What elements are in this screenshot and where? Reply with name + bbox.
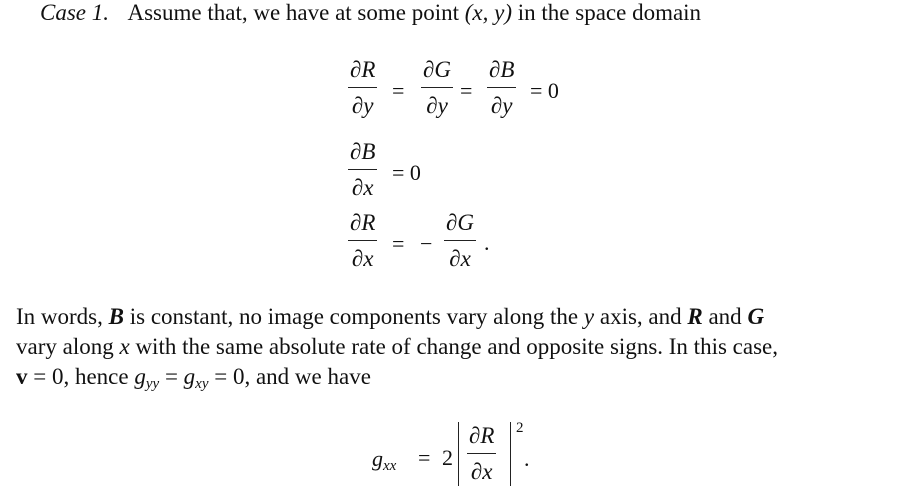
eq1-fraction-dR-dy: [348, 58, 377, 117]
text-run: = 0, hence: [27, 364, 135, 389]
eq3-f2-numerator: ∂G: [446, 210, 474, 235]
explanation-paragraph: [16, 302, 778, 399]
eq2-fraction-dB-dx: [348, 140, 377, 199]
var-y: y: [583, 304, 595, 329]
final-coefficient: 2: [442, 445, 453, 470]
subscript-yy: yy: [145, 376, 160, 392]
subscript-xy: xy: [195, 376, 209, 392]
final-exponent: 2: [516, 420, 524, 436]
eq3-fraction-dR-dx: [348, 211, 377, 270]
var-G: G: [747, 304, 765, 329]
eq3-period: .: [484, 230, 490, 255]
text-run: vary along: [16, 334, 120, 359]
eq3-fraction-dG-dx: [444, 211, 476, 270]
final-fraction-dR-dx: [467, 424, 496, 483]
eq1-f3-numerator: ∂B: [489, 57, 515, 82]
eq3-f1-numerator: ∂R: [350, 210, 376, 235]
intro-line: [40, 0, 701, 26]
eq1-fraction-dB-dy: [487, 58, 516, 117]
eq1-f1-denominator: ∂y: [351, 93, 374, 119]
text-run: In words,: [16, 304, 109, 329]
text-run: = 0, and we have: [208, 364, 371, 389]
text-run: =: [159, 364, 184, 389]
text-run: is constant, no image components vary along the: [123, 304, 584, 329]
eq2-rhs: = 0: [392, 160, 421, 185]
eq3-f2-denominator: ∂x: [449, 246, 471, 272]
abs-bar-right: [510, 422, 511, 486]
eq1-f3-denominator: ∂y: [490, 93, 513, 119]
eq1-fraction-dG-dy: [421, 58, 453, 117]
eq1-equals-1: =: [392, 78, 405, 103]
text-run: and: [702, 304, 748, 329]
paragraph-line-2: [16, 332, 778, 362]
var-v: v: [16, 364, 28, 389]
var-g: g: [183, 364, 196, 389]
final-lhs-g: [372, 446, 396, 475]
eq1-f2-numerator: ∂G: [423, 57, 451, 82]
final-denominator: ∂x: [470, 459, 493, 485]
var-g: g: [372, 446, 383, 471]
var-B: B: [108, 304, 124, 329]
intro-text-end: in the space domain: [512, 0, 702, 25]
var-R: R: [687, 304, 703, 329]
text-run: axis, and: [594, 304, 688, 329]
subscript-xx: xx: [383, 458, 397, 474]
intro-point: (x, y): [464, 0, 512, 25]
eq2-numerator: ∂B: [350, 139, 376, 164]
eq3-f1-denominator: ∂x: [351, 246, 374, 272]
paragraph-line-3: [16, 362, 778, 399]
eq1-f1-numerator: ∂R: [350, 57, 376, 82]
abs-bar-left: [458, 422, 459, 486]
eq3-minus-sign: −: [420, 231, 433, 256]
final-equals: =: [418, 445, 431, 470]
final-numerator: ∂R: [469, 423, 495, 448]
var-g: g: [134, 364, 146, 389]
eq1-rhs: = 0: [530, 78, 559, 103]
var-x: x: [119, 334, 130, 359]
intro-text-start: Assume that, we have at some point: [127, 0, 465, 25]
text-run: with the same absolute rate of change and opposite signs. In this case,: [129, 334, 778, 359]
eq1-equals-2: =: [460, 78, 473, 103]
paragraph-line-1: [16, 302, 778, 332]
final-period: .: [524, 446, 530, 471]
eq3-equals: =: [392, 231, 405, 256]
case-label: Case 1.: [40, 0, 109, 25]
eq1-f2-denominator: ∂y: [426, 93, 448, 119]
eq2-denominator: ∂x: [351, 175, 374, 201]
